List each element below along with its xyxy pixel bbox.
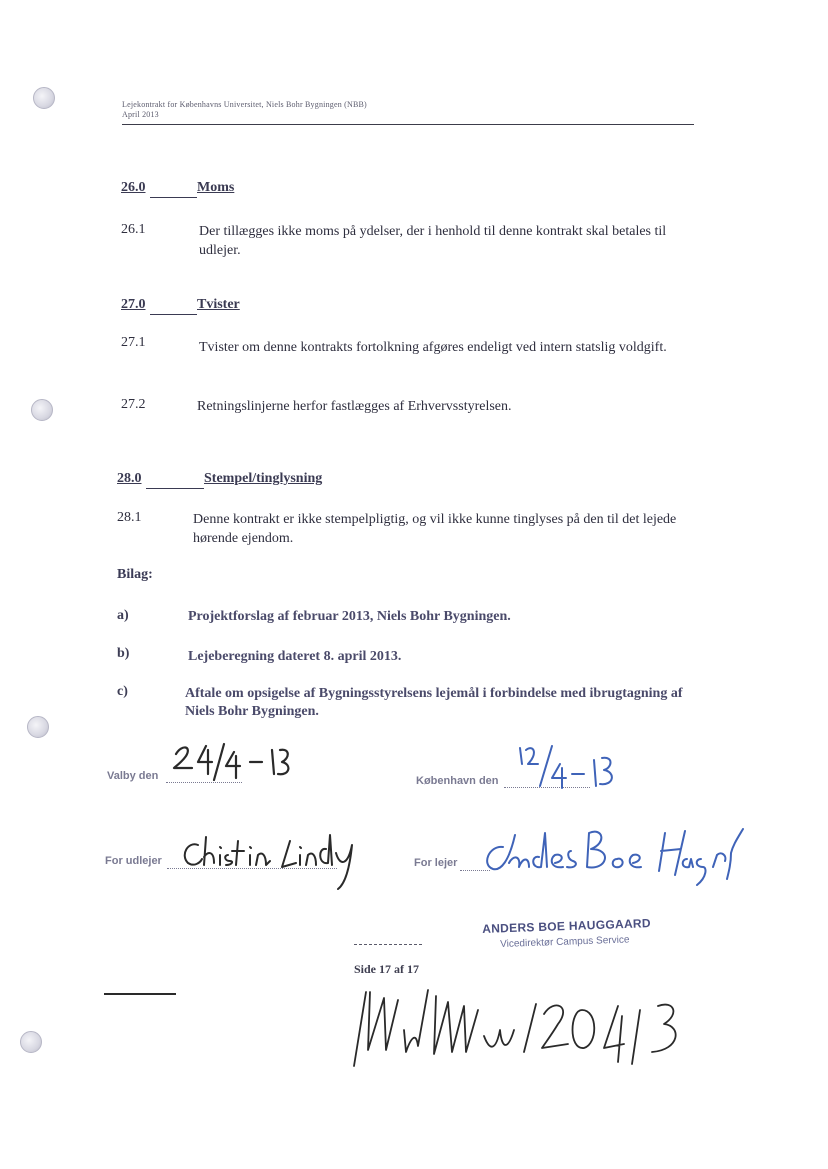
section-number: 26.0: [121, 180, 146, 195]
section-underline: [150, 314, 197, 315]
attachment-item: Lejeberegning dateret 8. april 2013.: [188, 649, 402, 664]
binder-hole: [20, 1031, 42, 1053]
attachment-item: Aftale om opsigelse af Bygningsstyrelsens lejemål i forbindelse med ibrugtagning af Niels Bohr Bygningen.: [185, 686, 683, 719]
landlord-sign-label: For udlejer: [105, 855, 162, 867]
footer-rule: [104, 993, 176, 995]
header-title: Lejekontrakt for Københavns Universitet, Niels Bohr Bygningen (NBB): [122, 100, 367, 109]
section-underline: [150, 197, 197, 198]
stamp-name: ANDERS BOE HAUGGAARD: [482, 916, 652, 936]
clause-text: Retningslinjerne herfor fastlægges af Erhvervsstyrelsen.: [197, 399, 512, 414]
section-title: Moms: [197, 180, 235, 195]
attachment-letter: b): [117, 646, 130, 661]
clause-number: 26.1: [121, 222, 146, 237]
attachment-item: Projektforslag af februar 2013, Niels Bohr Bygningen.: [188, 609, 511, 624]
section-number: 27.0: [121, 297, 146, 312]
attachments-label: Bilag:: [117, 567, 153, 582]
divider-short: [354, 944, 422, 945]
handwritten-date-right: [508, 742, 623, 790]
document-header: [122, 100, 367, 120]
handwritten-initials: [340, 980, 725, 1075]
section-title: Stempel/tinglysning: [204, 471, 323, 486]
clause-number: 27.1: [121, 335, 146, 350]
section-number: 28.0: [117, 471, 142, 486]
clause-number: 27.2: [121, 397, 146, 412]
left-date-label: Valby den: [107, 770, 159, 782]
clause-text: Tvister om denne kontrakts fortolkning afgøres endeligt ved intern statslig voldgift.: [199, 340, 667, 355]
section-title: Tvister: [197, 297, 240, 312]
page-number: Side 17 af 17: [354, 962, 420, 976]
clause-number: 28.1: [117, 510, 142, 525]
clause-text: Denne kontrakt er ikke stempelpligtig, og vil ikke kunne tinglyses på den til det lejede hørende ejendom.: [193, 512, 677, 546]
section-underline: [146, 488, 204, 489]
binder-hole: [31, 399, 53, 421]
handwritten-date-left: [168, 740, 293, 785]
binder-hole: [33, 87, 55, 109]
tenant-sign-label: For lejer: [414, 857, 458, 869]
header-date: April 2013: [122, 110, 159, 119]
landlord-signature: [170, 815, 370, 895]
binder-hole: [27, 716, 49, 738]
attachment-letter: a): [117, 608, 129, 623]
attachment-letter: c): [117, 684, 128, 699]
header-rule: [122, 124, 694, 125]
right-date-label: København den: [416, 775, 499, 787]
tenant-signature: [475, 815, 745, 895]
clause-text: Der tillægges ikke moms på ydelser, der i henhold til denne kontrakt skal betales til udlejer.: [199, 224, 667, 258]
stamp-role: Vicedirektør Campus Service: [500, 934, 630, 950]
